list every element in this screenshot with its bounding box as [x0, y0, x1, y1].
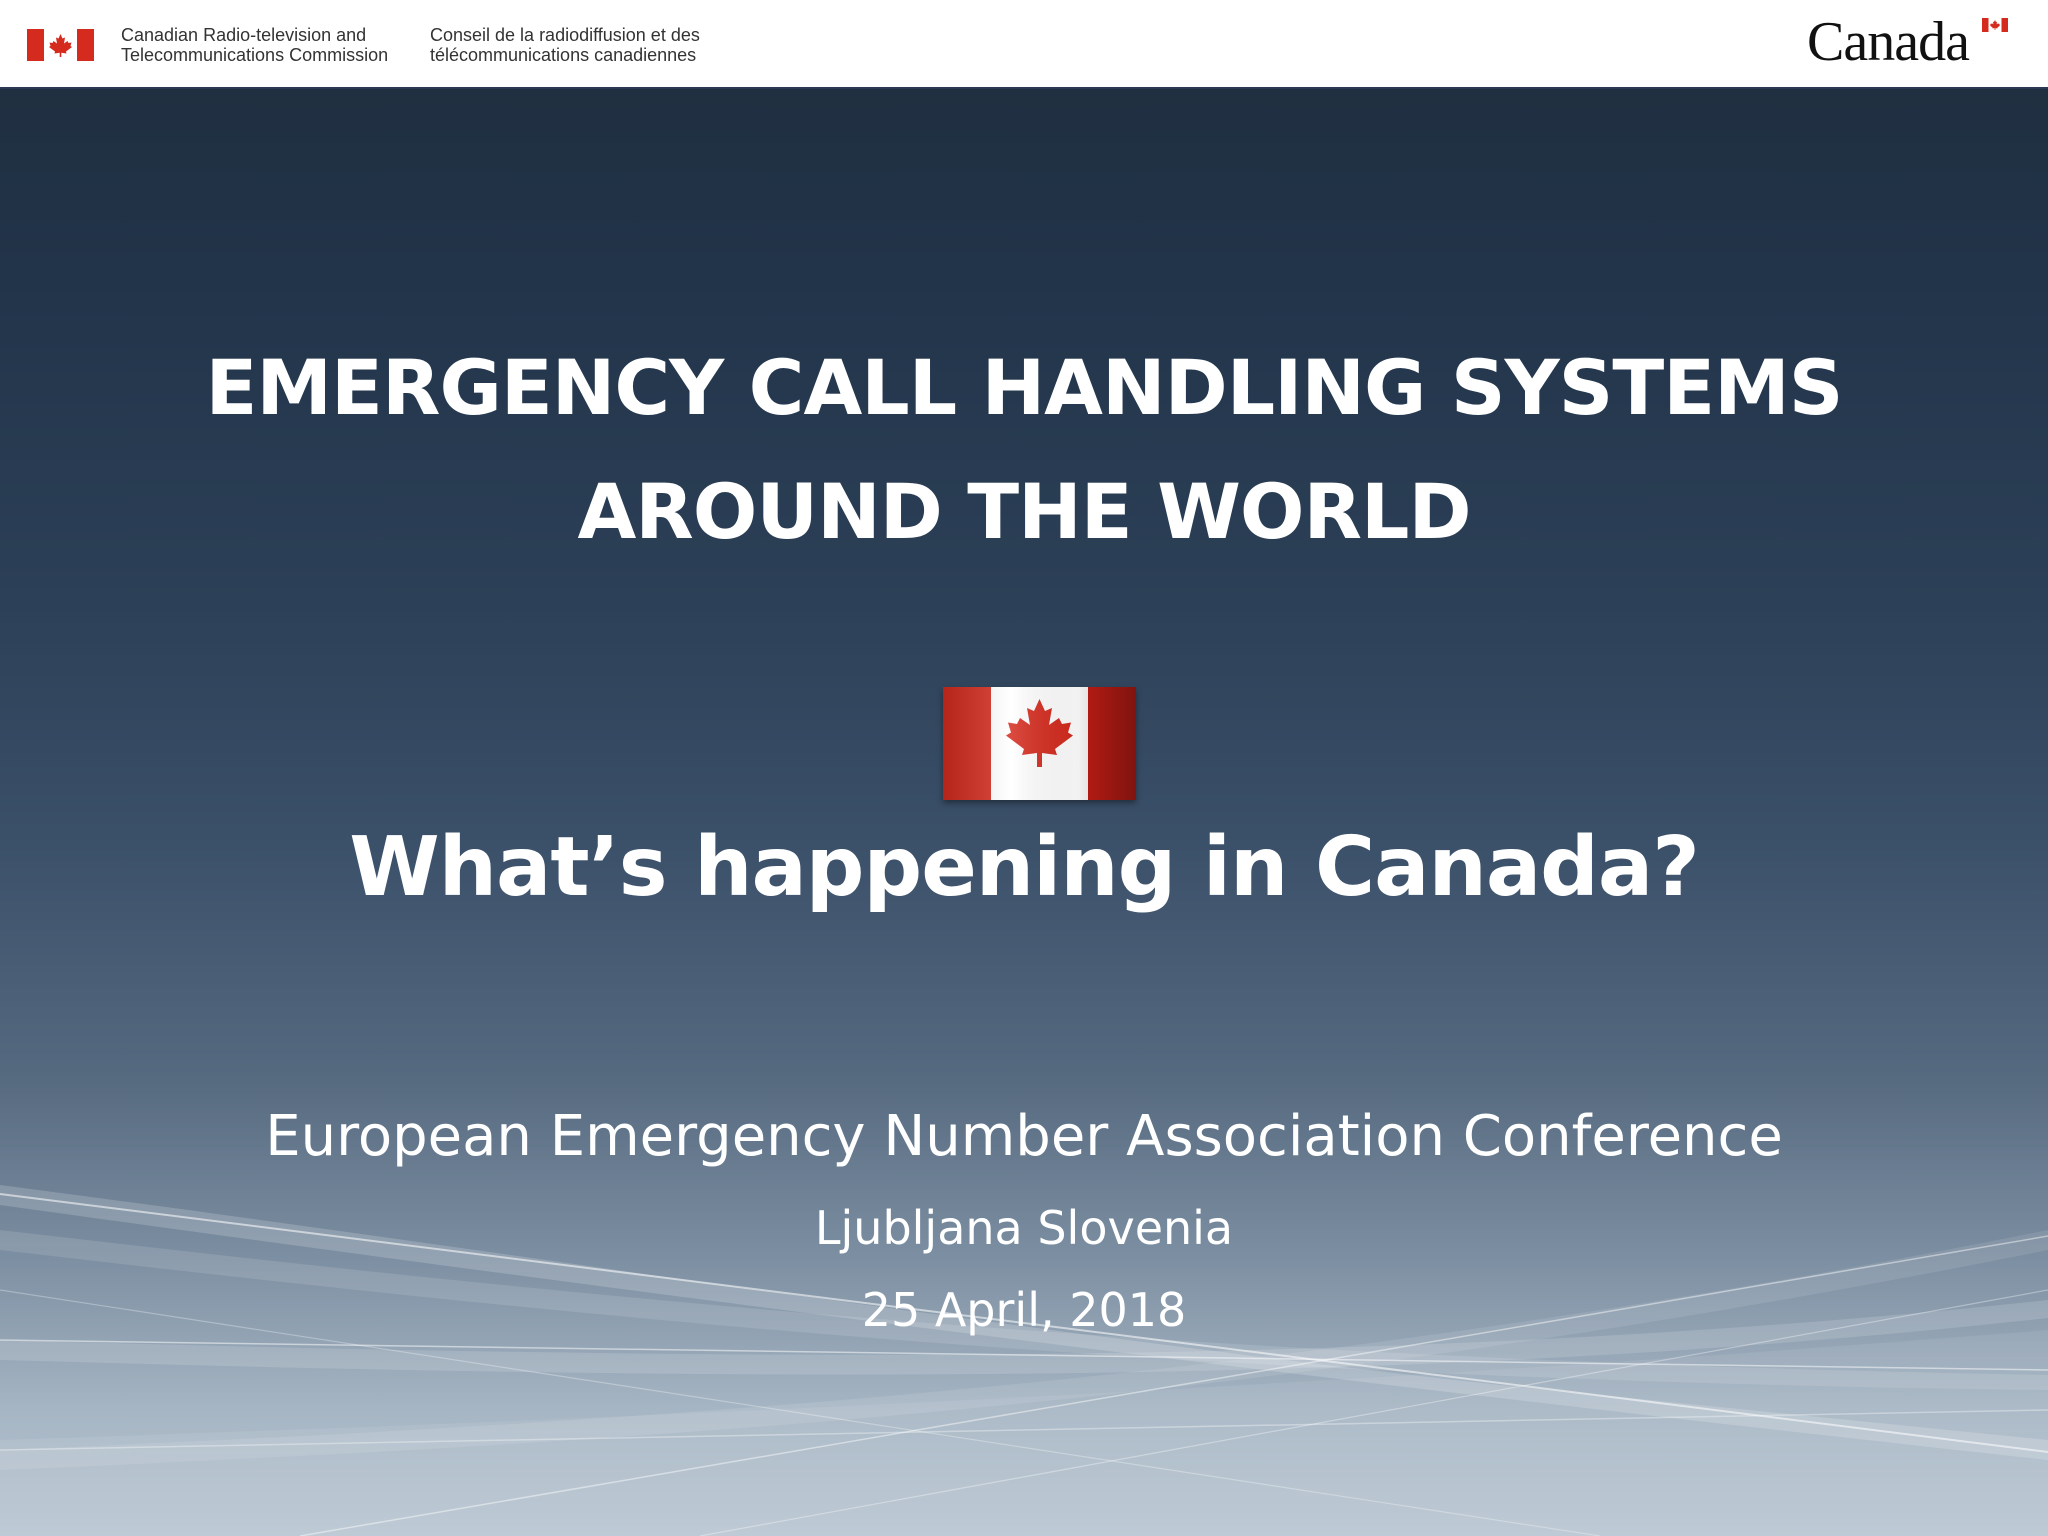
org-name-english-line: Canadian Radio-television and [121, 25, 367, 45]
canada-wordmark-logo [1807, 12, 1969, 72]
org-name-french-line: télécommunications canadiennes [430, 45, 697, 65]
wordmark-flag-icon [1982, 18, 2008, 32]
org-name-english [121, 25, 388, 65]
event-location: Ljubljana Slovenia [814, 1201, 1234, 1255]
wordmark-text: Canada [1807, 11, 1969, 73]
org-name-french-line: Conseil de la radiodiffusion et des [430, 25, 700, 45]
slide-title-line: AROUND THE WORLD [577, 467, 1471, 556]
slide-title-line: EMERGENCY CALL HANDLING SYSTEMS [205, 343, 1843, 432]
org-name-french [430, 25, 700, 65]
slide-title [0, 326, 2048, 574]
org-name-english-line: Telecommunications Commission [121, 45, 389, 65]
canada-flag-icon [27, 29, 94, 61]
conference-name: European Emergency Number Association Conference [265, 1104, 1783, 1169]
header-bar [0, 0, 2048, 89]
event-date: 25 April, 2018 [861, 1283, 1187, 1337]
slide-subtitle: What’s happening in Canada? [349, 820, 1699, 915]
canada-flag-icon [943, 687, 1136, 800]
